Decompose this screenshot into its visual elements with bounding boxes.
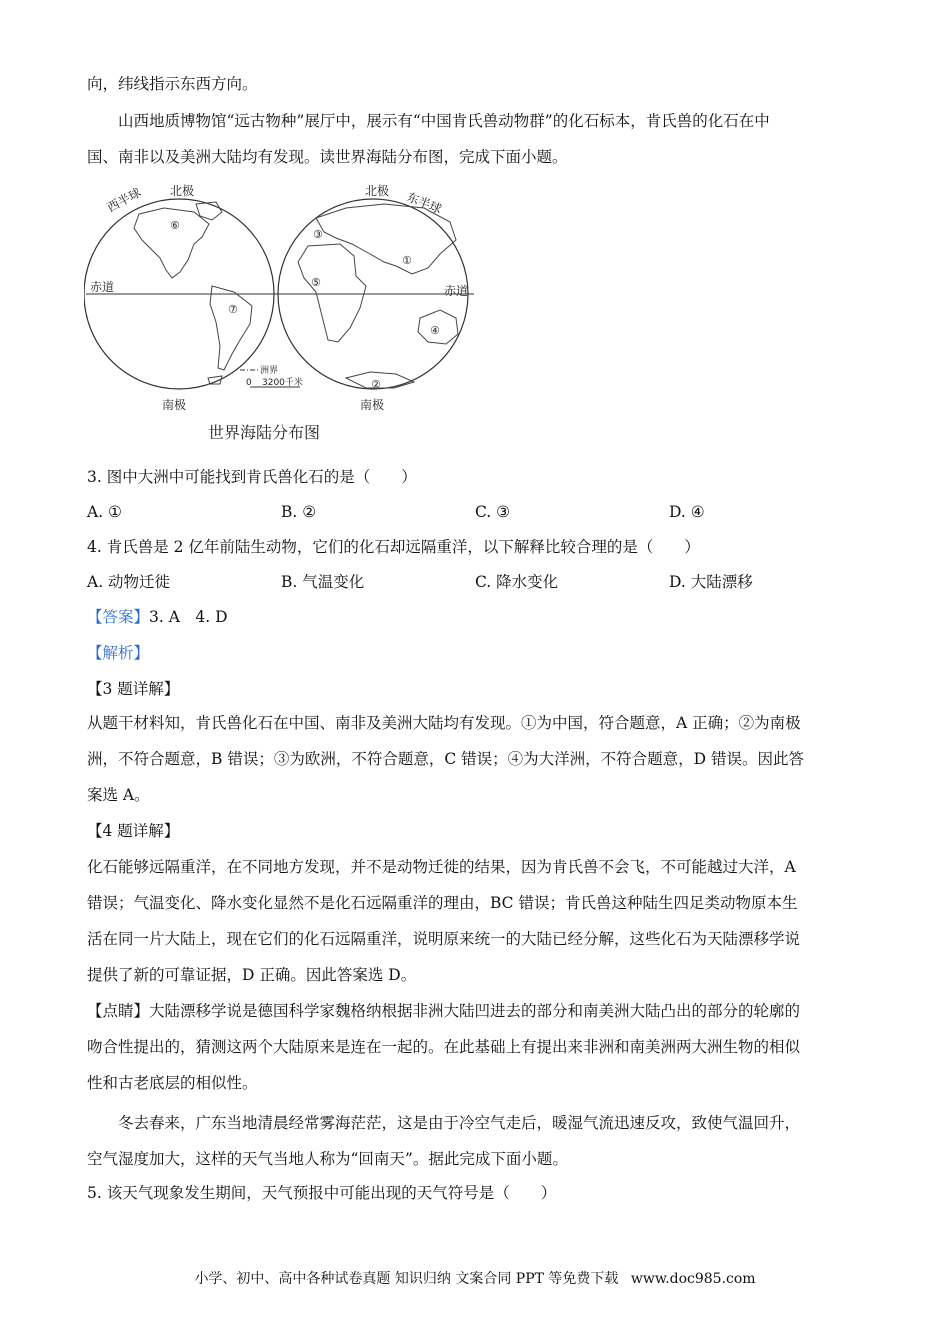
tip-text-1: 大陆漂移学说是德国科学家魏格纳根据非洲大陆凹进去的部分和南美洲大陆凸出的部分的轮廓的 [149,1002,801,1020]
south-pole-left-label: 南极 [162,398,187,412]
q5-stem: 5. 该天气现象发生期间，天气预报中可能出现的天气符号是（ ） [87,1184,557,1202]
passage1-line-2: 国、南非以及美洲大陆均有发现。读世界海陆分布图，完成下面小题。 [87,148,568,166]
intro-tail: 向，纬线指示东西方向。 [87,75,258,93]
passage1-line-1: 山西地质博物馆“远古物种”展厅中，展示有“中国肯氏兽动物群”的化石标本，肯氏兽的化石在中 [118,112,770,130]
scale-value: 3200千米 [262,378,303,388]
west-hemisphere-label: 西半球 [104,185,144,215]
passage2-line-1: 冬去春来，广东当地清晨经常雾海茫茫，这是由于冷空气走后，暖湿气流迅速反攻，致使气温回升， [118,1114,801,1132]
tip-line-2: 吻合性提出的，猜测这两个大陆原来是连在一起的。在此基础上有提出来非洲和南美洲两大洲生物的相似 [87,1038,801,1056]
d3-title: 【3 题详解】 [87,680,180,698]
d4-line-3: 活在同一片大陆上，现在它们的化石远隔重洋，说明原来统一的大陆已经分解，这些化石为天陆漂移学说 [87,930,801,948]
q4-stem: 4. 肯氏兽是 2 亿年前陆生动物，它们的化石却远隔重洋，以下解释比较合理的是（ ） [87,538,700,556]
south-america-shape [210,286,252,370]
answer-text: 3. A 4. D [149,608,228,626]
label-circle-6: ⑥ [170,219,180,232]
south-pole-right-label: 南极 [360,398,385,412]
tip-tag: 【点睛】 [87,1002,150,1020]
label-circle-5: ⑤ [311,276,321,289]
answer-line [87,606,228,628]
world-map-figure [84,182,476,450]
footer-text: 小学、初中、高中各种试卷真题 知识归纳 文案合同 PPT 等免费下载 [194,1271,619,1287]
d3-line-1: 从题干材料知，肯氏兽化石在中国、南非及美洲大陆均有发现。①为中国，符合题意，A 正确；②为南极 [87,714,801,732]
analysis-tag: 【解析】 [87,644,150,662]
q3-stem: 3. 图中大洲中可能找到肯氏兽化石的是（ ） [87,468,417,486]
label-circle-2: ② [371,378,381,391]
label-circle-4: ④ [430,324,440,337]
passage2-line-2: 空气湿度加大，这样的天气当地人称为“回南天”。据此完成下面小题。 [87,1150,568,1168]
q4-option-c: C. 降水变化 [475,573,559,591]
label-circle-3: ③ [313,228,323,241]
tip-line-3: 性和古老底层的相似性。 [87,1074,258,1092]
label-circle-1: ① [402,254,412,267]
d3-line-3: 案选 A。 [87,786,150,804]
north-pole-left-label: 北极 [170,184,195,198]
d4-line-2: 错误；气温变化、降水变化显然不是化石远隔重洋的理由，BC 错误；肯氏兽这种陆生四足类动物原本生 [87,894,798,912]
map-title: 世界海陆分布图 [208,423,321,442]
q4-option-b: B. 气温变化 [281,573,365,591]
q3-option-c: C. ③ [475,503,511,521]
q3-option-a: A. ① [87,503,122,521]
boundary-legend-label: 洲界 [260,366,279,376]
north-pole-right-label: 北极 [365,184,390,198]
label-circle-7: ⑦ [228,303,238,316]
q3-option-d: D. ④ [669,503,705,521]
east-hemisphere-label: 东半球 [404,189,444,217]
footer-url[interactable]: www.doc985.com [630,1271,756,1287]
equator-right-label: 赤道 [444,284,469,298]
d4-line-1: 化石能够远隔重洋，在不同地方发现，并不是动物迁徙的结果，因为肯氏兽不会飞，不可能越过大洋，A [87,858,796,876]
q4-option-a: A. 动物迁徙 [87,573,171,591]
answer-tag: 【答案】 [87,608,150,626]
d3-line-2: 洲，不符合题意，B 错误；③为欧洲，不符合题意，C 错误；④为大洋洲，不符合题意，D 错误。因此答 [87,750,804,768]
d4-title: 【4 题详解】 [87,822,180,840]
page-footer [0,1268,950,1288]
q3-option-b: B. ② [281,503,317,521]
africa-shape [298,244,366,342]
scale-zero: 0 [246,378,252,388]
d4-line-4: 提供了新的可靠证据，D 正确。因此答案选 D。 [87,966,417,984]
equator-left-label: 赤道 [90,280,115,294]
q4-option-d: D. 大陆漂移 [669,573,753,591]
tip-line-1 [87,1000,800,1022]
